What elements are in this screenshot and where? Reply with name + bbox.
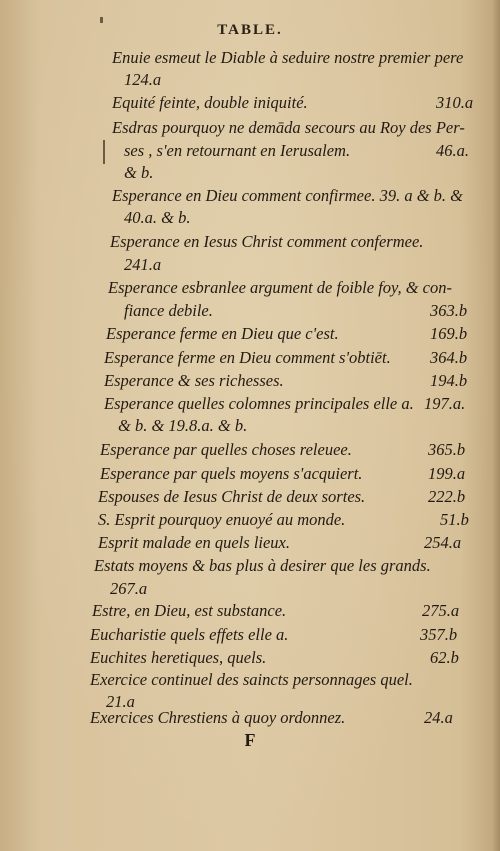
entry-text: Esperance ferme en Dieu comment s'obtiēt. <box>104 348 391 367</box>
signature-mark: F <box>244 730 256 750</box>
entry-text-continued: 40.a. & b. <box>124 208 191 227</box>
entry-text: Esperance par quelles choses releuee. <box>100 440 352 459</box>
entry-page-ref: 51.b <box>440 510 469 529</box>
entry-page-ref: 222.b <box>428 487 466 506</box>
entry-text: Esperance ferme en Dieu que c'est. <box>106 324 339 343</box>
entry-page-ref: 364.b <box>430 348 468 367</box>
entry-text: Esdras pourquoy ne demāda secours au Roy des Per- <box>112 118 465 137</box>
entry-text: Esperance & ses richesses. <box>104 371 284 390</box>
entry-text: Esprit malade en quels lieux. <box>98 533 291 552</box>
entry-text: Eucharistie quels effets elle a. <box>90 625 289 644</box>
entry-page-ref: 254.a <box>424 533 462 552</box>
entry-text-continued: 241.a <box>124 255 162 274</box>
entry-text: Estre, en Dieu, est substance. <box>92 601 287 620</box>
entry-text: Esperance par quels moyens s'acquiert. <box>100 464 363 483</box>
entry-page-ref: 194.b <box>430 371 468 390</box>
entry-page-ref: 169.b <box>430 324 468 343</box>
entry-text-continued: & b. & 19.8.a. & b. <box>118 416 248 435</box>
entry-page-ref: 46.a. <box>436 141 469 160</box>
entry-text: Espouses de Iesus Christ de deux sortes. <box>98 487 366 506</box>
entry-page-ref: 199.a <box>428 464 466 483</box>
entry-page-ref: 24.a <box>424 708 453 727</box>
entry-text: Exercice continuel des saincts personnages quel. <box>90 670 413 689</box>
entry-text: Euchites heretiques, quels. <box>90 648 267 667</box>
entry-page-ref: 62.b <box>430 648 459 667</box>
entry-text: Enuie esmeut le Diable à seduire nostre premier pere <box>112 48 464 67</box>
running-header: TABLE. <box>217 22 283 38</box>
entry-page-ref: 275.a <box>422 601 460 620</box>
entry-text-continued: 124.a <box>124 70 162 89</box>
entry-text-continued: ses , s'en retournant en Ierusalem. <box>124 141 351 160</box>
entry-page-ref: 363.b <box>430 301 468 320</box>
entry-page-ref: 197.a. <box>424 394 466 413</box>
entry-text-continued: 267.a <box>110 579 148 598</box>
entry-text: Esperance esbranlee argument de foible foy, & con- <box>108 278 452 297</box>
entry-text: Equité feinte, double iniquité. <box>112 93 308 112</box>
entry-page-ref: 310.a <box>436 93 474 112</box>
entry-text: Esperance en Iesus Christ comment confermee. <box>110 232 424 251</box>
entry-text: S. Esprit pourquoy enuoyé au monde. <box>98 510 346 529</box>
entry-text: Esperance en Dieu comment confirmee. 39. a & b. & <box>112 186 463 205</box>
page-edge-shadow <box>492 0 500 851</box>
entry-text-continued: fiance debile. <box>124 301 213 320</box>
entry-text: Estats moyens & bas plus à desirer que les grands. <box>94 556 431 575</box>
entry-text: Exercices Chrestiens à quoy ordonnez. <box>90 708 346 727</box>
entry-text: Esperance quelles colomnes principales elle a. <box>104 394 414 413</box>
entry-text-continued: & b. <box>124 163 154 182</box>
entry-page-ref: 357.b <box>420 625 458 644</box>
margin-ink-mark <box>103 140 105 164</box>
entry-page-ref: 365.b <box>428 440 466 459</box>
entry-text-continued: 21.a <box>106 692 135 711</box>
